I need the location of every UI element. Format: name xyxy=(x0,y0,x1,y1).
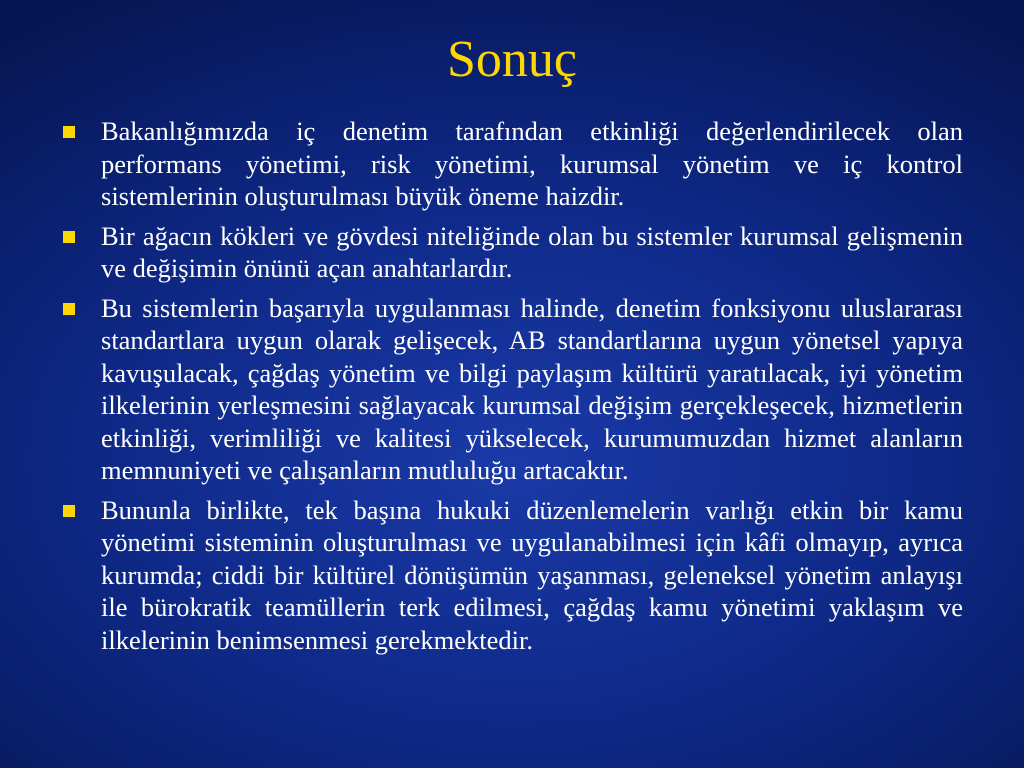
square-bullet-icon xyxy=(63,126,75,138)
bullet-list xyxy=(60,115,963,663)
bullet-item xyxy=(60,115,963,213)
slide-title: Sonuç xyxy=(447,31,577,88)
bullet-text: Bu sistemlerin başarıyla uygulanması halinde, denetim fonksiyonu uluslararası standartlara uygun olarak gelişecek, AB standartlarına uygun yönetsel yapıya kavuşulacak, çağdaş yönetim ve bilgi paylaşım kültürü yaratılacak, iyi yönetim ilkelerinin yerleşmesini sağlayacak kurumsal değişim gerçekleşecek, hizmetlerin etkinliği, verimliliği ve kalitesi yükselecek, kurumumuzdan hizmet alanların memnuniyeti ve çalışanların mutluluğu artacaktır. xyxy=(101,292,963,485)
bullet-text: Bir ağacın kökleri ve gövdesi niteliğinde olan bu sistemler kurumsal gelişmenin ve değişimin önünü açan anahtarlardır. xyxy=(101,220,963,283)
bullet-item xyxy=(60,220,963,285)
bullet-text: Bakanlığımızda iç denetim tarafından etkinliği değerlendirilecek olan performans yönetimi, risk yönetimi, kurumsal yönetim ve iç kontrol sistemlerinin oluşturulması büyük öneme haizdir. xyxy=(101,116,963,211)
square-bullet-icon xyxy=(63,303,75,315)
square-bullet-icon xyxy=(63,505,75,517)
bullet-text: Bununla birlikte, tek başına hukuki düzenlemelerin varlığı etkin bir kamu yönetimi sisteminin oluşturulması ve uygulanabilmesi için kâfi olmayıp, ayrıca kurumda; ciddi bir kültürel dönüşümün yaşanması, geleneksel yönetim anlayışı ile bürokratik teamüllerin terk edilmesi, çağdaş kamu yönetimi yaklaşım ve ilkelerinin benimsenmesi gerekmektedir. xyxy=(101,494,963,655)
square-bullet-icon xyxy=(63,231,75,243)
bullet-item xyxy=(60,292,963,487)
bullet-item xyxy=(60,494,963,657)
